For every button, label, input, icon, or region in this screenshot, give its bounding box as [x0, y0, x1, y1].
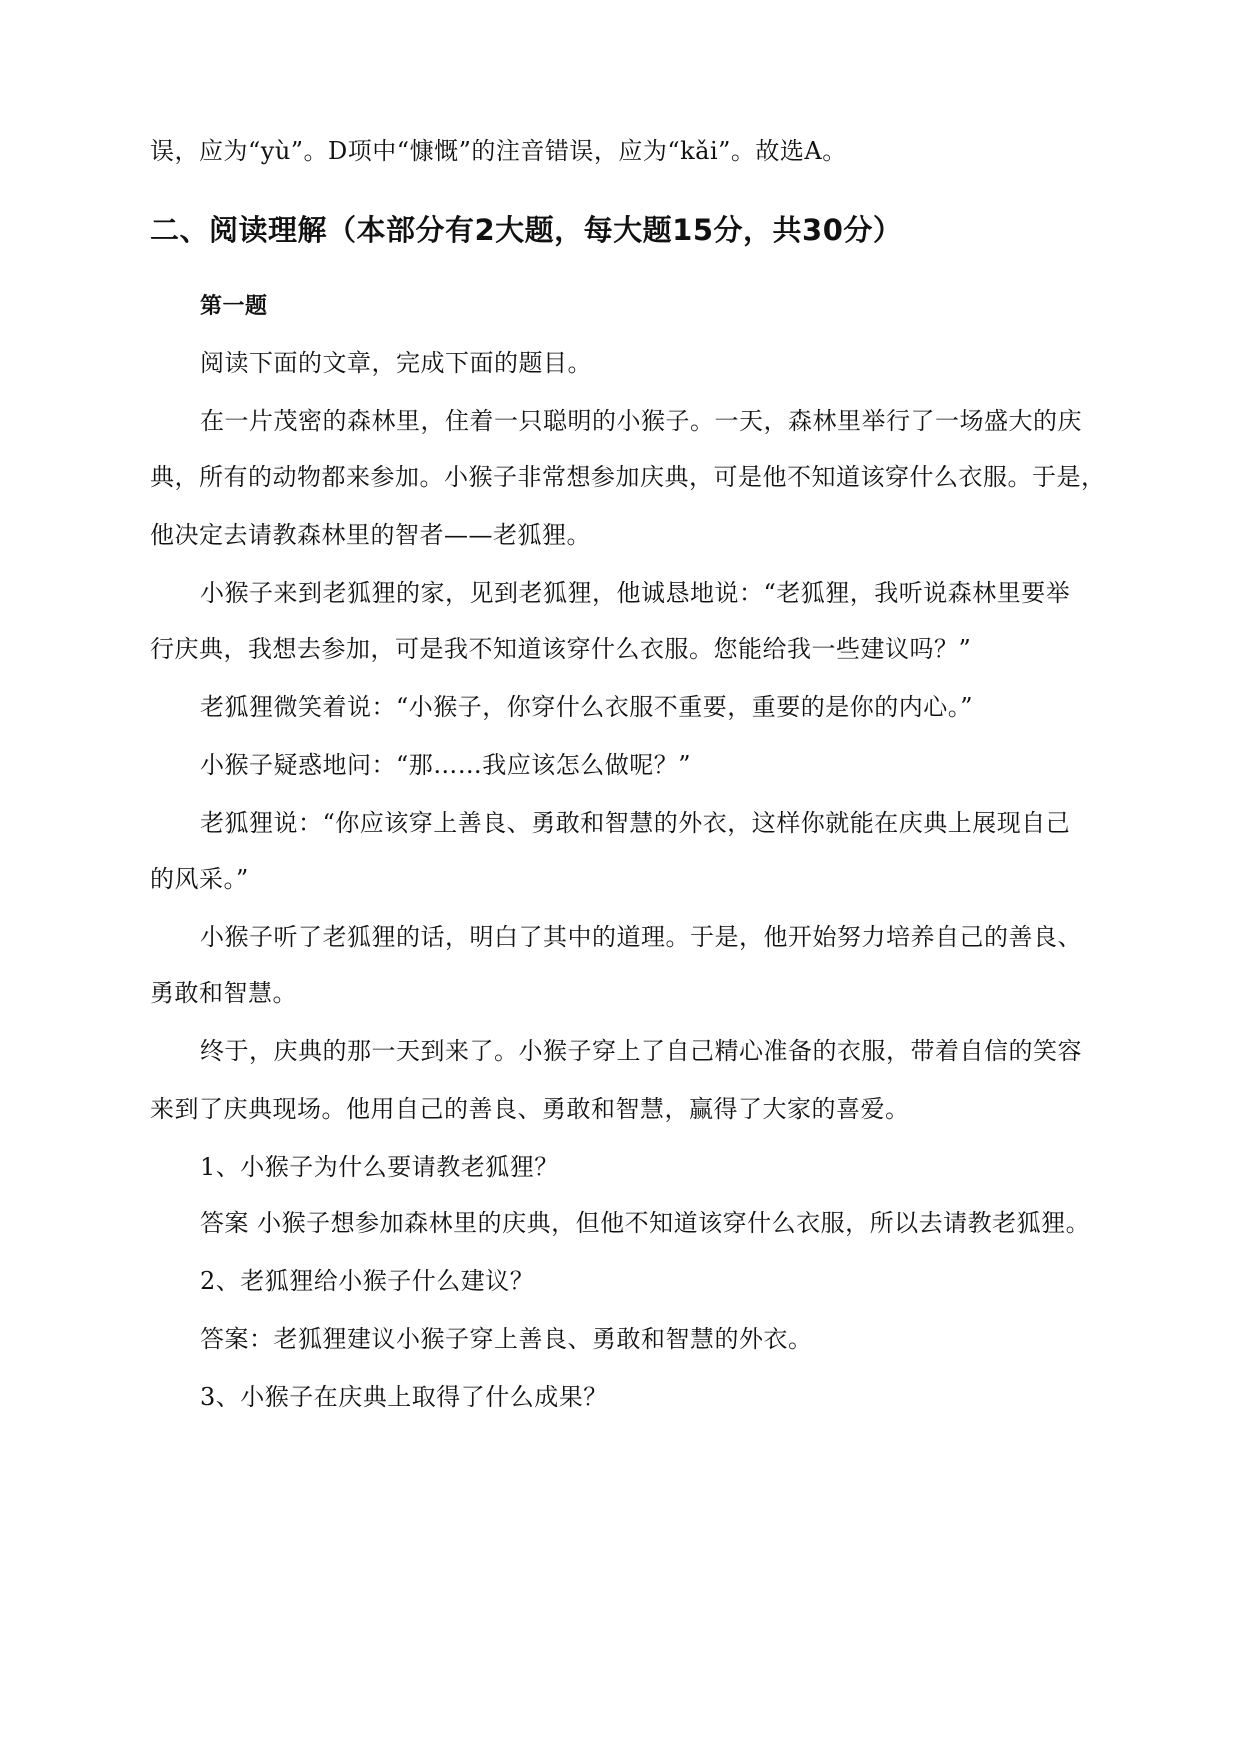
passage-line: 他决定去请教森林里的智者——老狐狸。 — [150, 521, 591, 549]
passage-line: 来到了庆典现场。他用自己的善良、勇敢和智慧，赢得了大家的喜爱。 — [150, 1095, 910, 1123]
answer-explanation-line: 误，应为“yù”。D项中“慷慨”的注音错误，应为“kǎi”。故选A。 — [150, 137, 847, 165]
answer-2: 答案：老狐狸建议小猴子穿上善良、勇敢和智慧的外衣。 — [200, 1325, 813, 1353]
passage-line: 小猴子来到老狐狸的家，见到老狐狸，他诚恳地说：“老狐狸，我听说森林里要举 — [200, 579, 1071, 607]
passage-line: 小猴子听了老狐狸的话，明白了其中的道理。于是，他开始努力培养自己的善良、 — [200, 923, 1082, 951]
passage-line: 典，所有的动物都来参加。小猴子非常想参加庆典，可是他不知道该穿什么衣服。于是， — [150, 463, 1106, 491]
question-2: 2、老狐狸给小猴子什么建议？ — [200, 1267, 535, 1295]
passage-line: 行庆典，我想去参加，可是我不知道该穿什么衣服。您能给我一些建议吗？” — [150, 635, 972, 663]
section-heading: 二、阅读理解（本部分有2大题，每大题15分，共30分） — [150, 213, 903, 247]
answer-1: 答案 小猴子想参加森林里的庆典，但他不知道该穿什么衣服，所以去请教老狐狸。 — [200, 1209, 1091, 1237]
passage-line: 终于，庆典的那一天到来了。小猴子穿上了自己精心准备的衣服，带着自信的笑容 — [200, 1037, 1082, 1065]
passage-line: 在一片茂密的森林里，住着一只聪明的小猴子。一天，森林里举行了一场盛大的庆 — [200, 407, 1082, 435]
passage-line: 老狐狸说：“你应该穿上善良、勇敢和智慧的外衣，这样你就能在庆典上展现自己 — [200, 809, 1071, 837]
passage-line: 小猴子疑惑地问：“那……我应该怎么做呢？” — [200, 751, 692, 779]
question-3: 3、小猴子在庆典上取得了什么成果？ — [200, 1383, 608, 1411]
passage-line: 的风采。” — [150, 865, 249, 893]
passage-line: 勇敢和智慧。 — [150, 979, 297, 1007]
instruction-line: 阅读下面的文章，完成下面的题目。 — [200, 349, 592, 377]
question-heading: 第一题 — [200, 294, 268, 319]
passage-line: 老狐狸微笑着说：“小猴子，你穿什么衣服不重要，重要的是你的内心。” — [200, 693, 974, 721]
question-1: 1、小猴子为什么要请教老狐狸？ — [200, 1153, 559, 1181]
